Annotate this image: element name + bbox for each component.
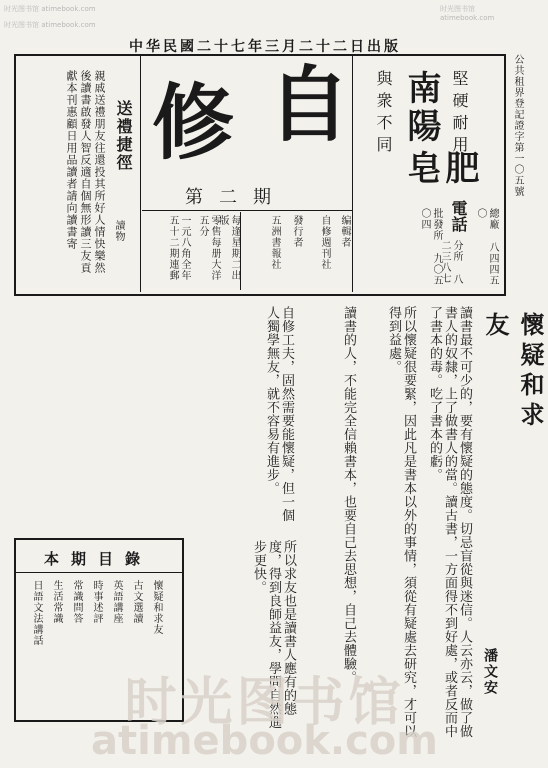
article-paragraph-2: 所以懷疑很要緊，因此凡是書本以外的事情，須從有疑處去研究，才可以得到益處。 (386, 306, 416, 738)
toc-item[interactable]: 常識問答 (71, 580, 82, 624)
watermark-bottom-cn: 时光图书馆 (124, 673, 405, 733)
ad-headline-2: 肥皂 (401, 150, 479, 188)
publication-date: 中华民國二十七年三月二十二日出版 (129, 39, 401, 55)
price-line-2: 零售每册大洋五分 (197, 215, 220, 281)
toc-heading: 本期目錄 (43, 550, 152, 568)
toc-item[interactable]: 古文選讀 (131, 580, 142, 624)
divider (142, 210, 352, 211)
toc-item[interactable]: 日語文法講話 (31, 580, 42, 646)
preface-author: 讀物 (113, 220, 124, 242)
ad-phone-2: 分所 八二三八七 (439, 240, 462, 285)
watermark-bottom-url: atimebook.com (91, 718, 438, 764)
ad-slogan-2: 與衆不同 (374, 70, 393, 158)
watermark-top-left: 时光图书馆 atimebook.com (4, 5, 96, 13)
toc-item[interactable]: 生活常識 (51, 580, 62, 624)
article-author: 潘文安 (482, 648, 498, 696)
ad-phone-3: 批發所 九〇五〇四 (419, 208, 442, 286)
divider (240, 212, 241, 290)
price-line-1: 每逢星期二出版 (217, 215, 240, 281)
article-paragraph-3: 讀書的人，不能完全信賴書本，也要自己去思想，自己去體驗。 (341, 306, 356, 684)
toc-item[interactable]: 時事述評 (91, 580, 102, 624)
toc-item[interactable]: 懷疑和求友 (151, 580, 162, 635)
issue-number: 第二期 (185, 187, 287, 208)
preface-heading: 送禮捷徑 (114, 100, 133, 172)
article-paragraph-4: 自修工夫，固然需要能懷疑，但一個人獨學無友，就不容易有進步。 (264, 306, 294, 522)
article-paragraph-5: 所以求友也是讀書人應有的態度，得到良師益友，學問自然進步更快。 (251, 540, 296, 729)
masthead-title-char-1: 自 (268, 57, 351, 153)
divider (352, 56, 353, 292)
issuer-name: 五洲書報社 (269, 215, 280, 270)
watermark-top-left-2: 时光图书馆 atimebook.com (4, 21, 96, 29)
article-title: 懷疑和求友 (481, 312, 545, 432)
ad-phone-label: 電話 (449, 200, 468, 232)
ad-slogan-1: 堅硬耐用 (450, 70, 469, 158)
ad-headline-1: 南陽 (401, 70, 441, 146)
divider (16, 572, 182, 573)
masthead-title-char-2: 修 (152, 75, 235, 171)
divider (140, 56, 141, 292)
issuer-label: 發行者 (291, 215, 302, 248)
article-paragraph-1: 讀書最不可少的，要有懷疑的態度。切忌盲從與迷信。人云亦云，做了做書人的奴隸，上了做書人的當。讀古書，一方面得不到好處，或者反而中了書本的毒。吃了書本的虧。 (427, 306, 472, 738)
watermark-top-right: 时光图书馆 atimebook.com (440, 5, 495, 22)
preface-text: 親戚送禮朋友往還投其所好人情快樂然後讀書啟發人智反適自個無形讀三友貢獻本刊惠顧日用品讀者請向讀書寄 (65, 70, 106, 274)
toc-item[interactable]: 英語講座 (111, 580, 122, 624)
editor-label: 编輯者 (339, 215, 350, 248)
price-line-3: 一元八角全年五十二期連郵 (167, 215, 190, 281)
ad-phone-1: 總廠 八四四五〇 (475, 208, 498, 286)
editor-name: 自修週刊社 (319, 215, 330, 270)
registration-number: 公共租界登記證字第一〇五號 (512, 54, 523, 197)
